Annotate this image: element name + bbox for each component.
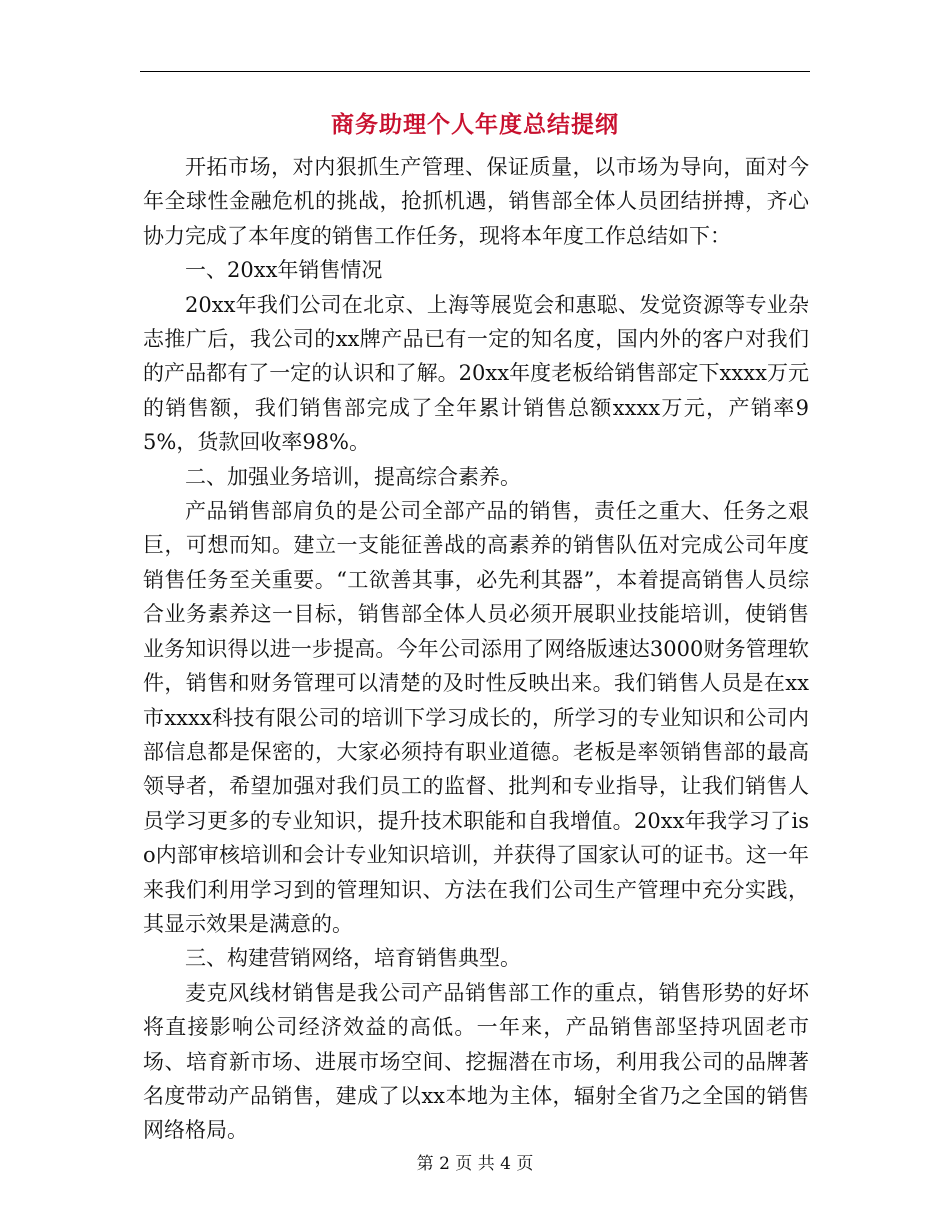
paragraph-intro: 开拓市场，对内狠抓生产管理、保证质量，以市场为导向，面对今年全球性金融危机的挑战，抢抓机遇，销售部全体人员团结拼搏，齐心协力完成了本年度的销售工作任务，现将本年度工作总结如下： [143, 155, 809, 248]
footer-prefix: 第 [416, 1154, 434, 1174]
paragraph-training: 产品销售部肩负的是公司全部产品的销售，责任之重大、任务之艰巨，可想而知。建立一支能征善战的高素养的销售队伍对完成公司年度销售任务至关重要。“工欲善其事，必先利其器”，本着提高销售人员综合业务素养这一目标，销售部全体人员必须开展职业技能培训，使销售业务知识得以进一步提高。今年公司添用了网络版速达3000财务管理软件，销售和财务管理可以清楚的及时性反映出来。我们销售人员是在xx市xxxx科技有限公司的培训下学习成长的，所学习的专业知识和公司内部信息都是保密的，大家必须持有职业道德。老板是率领销售部的最高领导者，希望加强对我们员工的监督、批判和专业指导，让我们销售人员学习更多的专业知识，提升技术职能和自我增值。20xx年我学习了iso内部审核培训和会计专业知识培训，并获得了国家认可的证书。这一年来我们利用学习到的管理知识、方法在我们公司生产管理中充分实践，其显示效果是满意的。 [143, 499, 809, 936]
document-title: 商务助理个人年度总结提纲 [331, 112, 619, 138]
footer-current-page: 2 [439, 1154, 450, 1174]
page-footer [140, 1152, 810, 1176]
footer-middle: 页 共 [455, 1154, 495, 1174]
header-rule [140, 71, 810, 72]
paragraph-sales-situation: 20xx年我们公司在北京、上海等展览会和惠聪、发觉资源等专业杂志推广后，我公司的xx牌产品已有一定的知名度，国内外的客户对我们的产品都有了一定的认识和了解。20xx年度老板给销售部定下xxxx万元的销售额，我们销售部完成了全年累计销售总额xxxx万元，产销率95%，货款回收率98%。 [143, 292, 809, 455]
document-body [143, 150, 809, 1148]
footer-total-pages: 4 [500, 1154, 511, 1174]
section-heading-2: 二、加强业务培训，提高综合素养。 [185, 464, 521, 489]
paragraph-marketing-network: 麦克风线材销售是我公司产品销售部工作的重点，销售形势的好坏将直接影响公司经济效益的高低。一年来，产品销售部坚持巩固老市场、培育新市场、进展市场空间、挖掘潜在市场，利用我公司的品牌著名度带动产品销售，建成了以xx本地为主体，辐射全省乃之全国的销售网络格局。 [143, 980, 809, 1143]
section-heading-3: 三、构建营销网络，培育销售典型。 [185, 946, 521, 971]
section-heading-1: 一、20xx年销售情况 [185, 258, 383, 283]
footer-suffix: 页 [516, 1154, 534, 1174]
